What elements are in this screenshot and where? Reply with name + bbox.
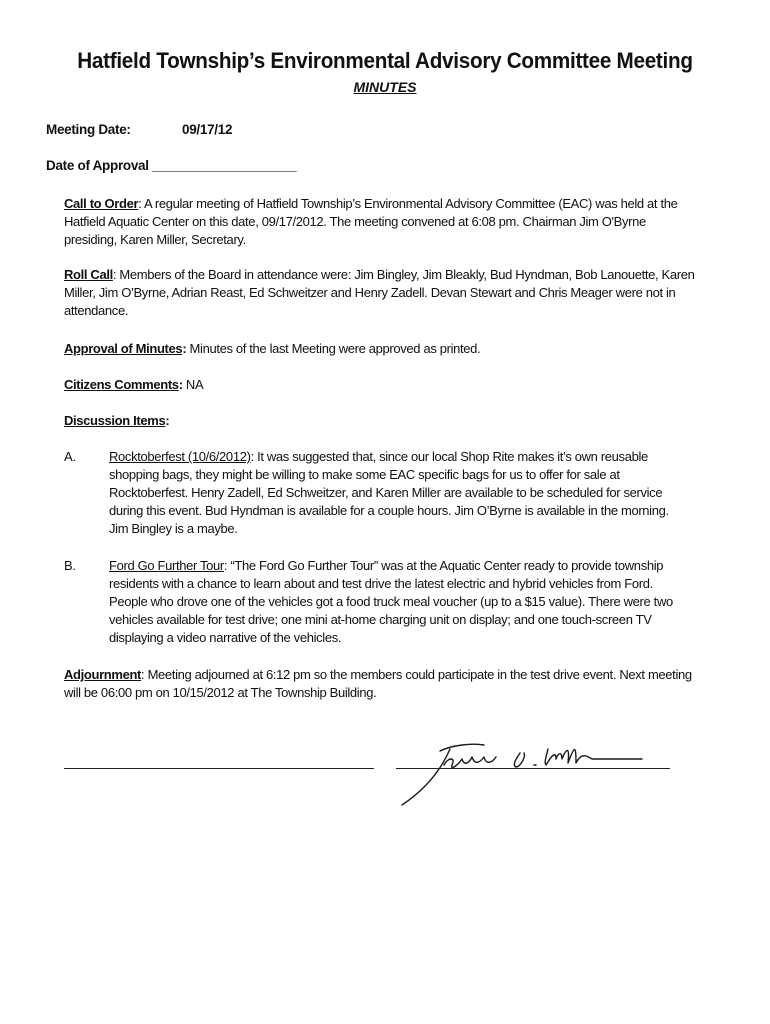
citizens-comments-heading: Citizens Comments xyxy=(64,377,179,392)
citizens-comments-paragraph xyxy=(64,376,696,394)
discussion-items-heading-row xyxy=(64,412,696,430)
citizens-comments-text: NA xyxy=(182,377,204,392)
citizens-comments-colon: : xyxy=(178,377,183,392)
call-to-order-heading: Call to Order xyxy=(64,196,139,211)
discussion-item-topic: Rocktoberfest (10/6/2012) xyxy=(109,449,251,464)
meeting-date-value: 09/17/12 xyxy=(182,122,233,137)
discussion-item-letter: B. xyxy=(64,558,76,573)
roll-call-paragraph xyxy=(64,266,696,320)
discussion-item-body xyxy=(109,448,689,538)
adjournment-text: : Meeting adjourned at 6:12 pm so the members could participate in the test drive event. Next meeting will be 06:00 pm on 10/15/2012 at The Township Building. xyxy=(64,667,692,700)
signature-line-left xyxy=(64,768,374,769)
approval-date-row xyxy=(46,158,296,173)
discussion-item-topic: Ford Go Further Tour xyxy=(109,558,224,573)
roll-call-text: : Members of the Board in attendance were: Jim Bingley, Jim Bleakly, Bud Hyndman, Bob Lanouette, Karen Miller, Jim O’Byrne, Adrian Reast, Ed Schweitzer and Henry Zadell. Devan Stewart and Chris Meager were not in attendance. xyxy=(64,267,695,318)
discussion-item-text: : “The Ford Go Further Tour” was at the Aquatic Center ready to provide township residents with a chance to learn about and test drive the latest electric and hybrid vehicles from Ford. People who drove one of the vehicles got a food truck meal voucher (up to a $15 value). There were two vehicles available for test drive; one mini at-home charging unit on display; and one touch-screen TV displaying a video narrative of the vehicles. xyxy=(109,558,673,645)
discussion-item-letter: A. xyxy=(64,449,76,464)
roll-call-heading: Roll Call xyxy=(64,267,113,282)
document-title: Hatfield Township’s Environmental Advisory Committee Meeting xyxy=(77,48,693,73)
approval-of-minutes-heading: Approval of Minutes xyxy=(64,341,183,356)
discussion-item-body xyxy=(109,557,689,647)
meeting-date-row xyxy=(46,122,233,137)
meeting-date-label: Meeting Date: xyxy=(46,122,131,137)
document-subtitle: MINUTES xyxy=(353,79,417,95)
adjournment-paragraph xyxy=(64,666,696,702)
adjournment-heading: Adjournment xyxy=(64,667,142,682)
discussion-items-colon: : xyxy=(165,413,170,428)
call-to-order-text: : A regular meeting of Hatfield Township’s Environmental Advisory Committee (EAC) was held at the Hatfield Aquatic Center on this date, 09/17/2012. The meeting convened at 6:08 pm. Chairman Jim O'Byrne presiding, Karen Miller, Secretary. xyxy=(64,196,678,247)
discussion-item-text: : It was suggested that, since our local Shop Rite makes it’s own reusable shopping bags, they might be willing to make some EAC specific bags for us to offer for sale at Rocktoberfest. Henry Zadell, Ed Schweitzer, and Karen Miller are available to be scheduled for service during this event. Bud Hyndman is available for a couple hours. Jim O’Byrne is available in the morning. Jim Bingley is a maybe. xyxy=(109,449,669,536)
approval-of-minutes-text: Minutes of the last Meeting were approved as printed. xyxy=(186,341,481,356)
approval-of-minutes-paragraph xyxy=(64,340,696,358)
approval-of-minutes-colon: : xyxy=(182,341,187,356)
approval-date-label: Date of Approval ____________________ xyxy=(46,158,297,173)
call-to-order-paragraph xyxy=(64,195,696,249)
discussion-items-heading: Discussion Items xyxy=(64,413,166,428)
handwritten-signature xyxy=(392,735,662,810)
